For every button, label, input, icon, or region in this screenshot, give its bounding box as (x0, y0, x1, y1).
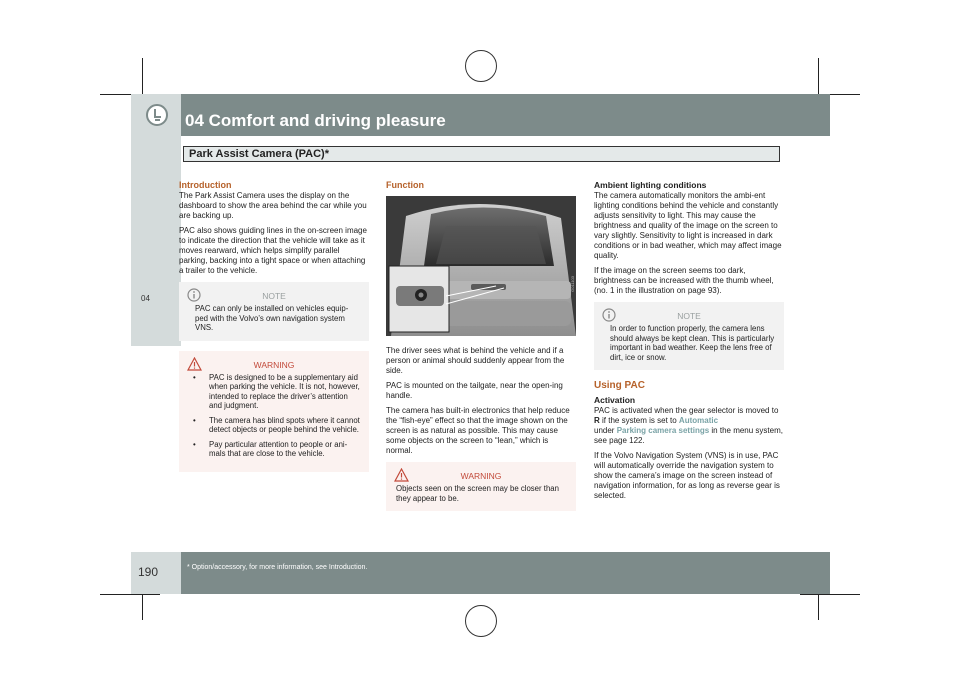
footer-band (181, 552, 830, 594)
chapter-side-strip (131, 136, 181, 346)
figure-code: G011103 (570, 276, 575, 292)
registration-mark (465, 50, 497, 82)
note-text: PAC can only be installed on vehicles equip-ped with the Volvo’s own navigation system VNS. (195, 304, 349, 332)
warning-label: WARNING (253, 359, 295, 370)
note-text: In order to function properly, the camera lens should always be kept clean. This is particularly important in bad weather. Keep the lens free of dirt, ice or snow. (610, 324, 775, 362)
column-function (386, 180, 576, 521)
heading-introduction: Introduction (179, 180, 232, 190)
heading-ambient-lighting: Ambient lighting conditions (594, 180, 707, 190)
warning-label: WARNING (460, 471, 502, 481)
paragraph: PAC is mounted on the tailgate, near the open-ing handle. (386, 381, 563, 400)
page-number: 190 (138, 565, 159, 579)
warning-box (179, 351, 369, 472)
heading-using-pac: Using PAC (594, 380, 645, 391)
text-run: under (594, 426, 617, 435)
registration-mark (465, 605, 497, 637)
chapter-number: 04 (141, 294, 150, 303)
seat-icon (146, 104, 168, 126)
column-ambient-lighting (594, 180, 784, 506)
text-run: PAC is activated when the gear selector is moved to (594, 406, 779, 415)
crop-mark (800, 594, 860, 595)
paragraph: The driver sees what is behind the vehicle and if a person or animal should suddenly appear from the side. (386, 346, 565, 375)
crop-mark (100, 594, 160, 595)
note-label: NOTE (677, 311, 701, 321)
paragraph: The camera automatically monitors the ambi-ent lighting conditions behind the vehicle and constantly adjusts sensitivity to light. This may cause the brightness and quality of the image on the screen to vary slightly. Sensitivity to light is increased in dark conditions or in bad weather, which may affect image quality. (594, 191, 782, 260)
heading-activation: Activation (594, 395, 636, 405)
footer-note: * Option/accessory, for more information, see Introduction. (187, 564, 368, 571)
paragraph: PAC also shows guiding lines in the on-screen image to indicate the direction that the vehicle will take as it moves rearward, which helps simplify parallel parking, backing into a tight space or when attaching a trailer to the vehicle. (179, 226, 367, 275)
activation-paragraph (594, 406, 784, 446)
car-rear-camera-illustration (386, 196, 576, 336)
paragraph: If the image on the screen seems too dark, brightness can be increased with the thumb wheel, (no. 1 in the illustration on page 93). (594, 266, 774, 295)
warning-item: • Pay particular attention to people or ani-mals that are close to the vehicle. (187, 440, 361, 459)
column-introduction (179, 180, 369, 482)
gear-r: R (594, 416, 600, 425)
paragraph: The Park Assist Camera uses the display on the dashboard to show the area behind the car while you are backing up. (179, 191, 367, 220)
menu-option-automatic: Automatic (678, 416, 719, 425)
text-run: in the menu system, see page 122. (594, 426, 783, 445)
section-bar (183, 146, 780, 162)
chapter-title: 04 Comfort and driving pleasure (185, 111, 446, 130)
paragraph: If the Volvo Navigation System (VNS) is in use, PAC will automatically override the navigation system to show the camera’s image on the screen instead of navigation information, for as long as reverse gear is selected. (594, 451, 780, 500)
paragraph: The camera has built-in electronics that help reduce the “fish-eye” effect so that the image shown on the screen is as natural as possible. This may cause some objects on the screen to “lean,” which is normal. (386, 406, 570, 455)
note-box (594, 302, 784, 370)
menu-item-parking-camera-settings: Parking camera settings (616, 426, 710, 435)
warning-item: • PAC is designed to be a supplementary aid when parking the vehicle. It is not, however, intended to replace the driver’s attention and judgment. (187, 373, 361, 411)
heading-function: Function (386, 180, 424, 190)
note-box (179, 282, 369, 341)
section-title: Park Assist Camera (PAC)* (189, 148, 330, 160)
warning-box (386, 462, 576, 511)
note-label: NOTE (262, 291, 286, 301)
warning-text: Objects seen on the screen may be closer than they appear to be. (396, 484, 559, 503)
text-run: if the system is set to (599, 416, 679, 425)
warning-item: • The camera has blind spots where it cannot detect objects or people behind the vehicle. (187, 416, 361, 435)
